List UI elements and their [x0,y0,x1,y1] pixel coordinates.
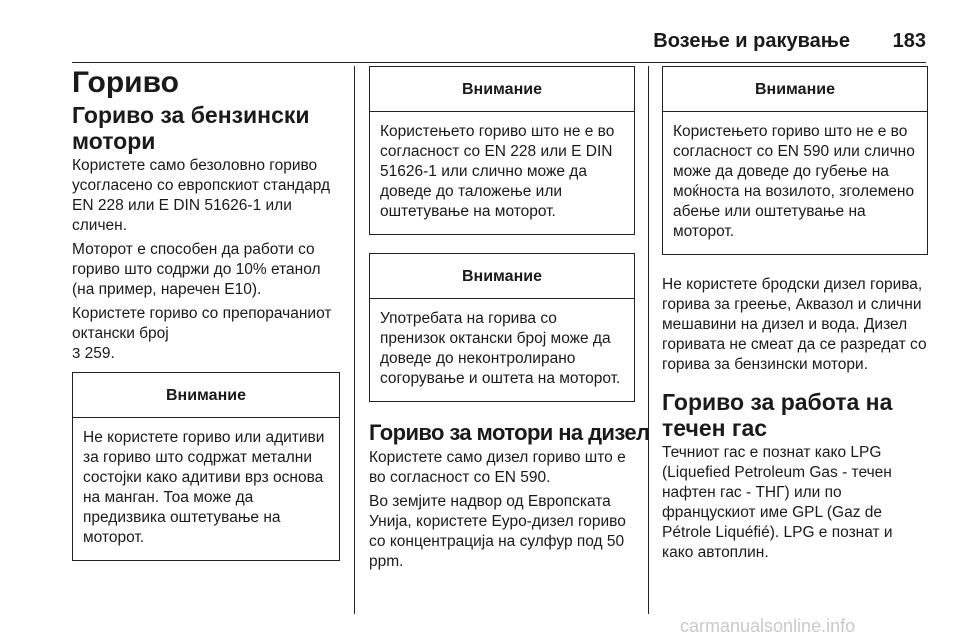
page-header [72,28,926,63]
column-3 [662,66,928,567]
column-2 [369,66,650,576]
warning-box [72,372,340,561]
column-divider [648,66,649,614]
warning-text: Употребата на горива со пренизок октански број може да доведе до неконтролирано согорување и оштета на моторот. [380,310,621,387]
page-number: 183 [892,30,926,52]
warning-box [369,66,635,235]
paragraph: Користете само дизел гориво што е во согласност со EN 590. [369,449,626,486]
paragraph-text: Користете гориво со препорачаниот октански број [72,305,332,342]
warning-text: Не користете гориво или адитиви за гориво што содржат метални состојки како адитиви врз основа на манган. Тоа може да предизвика оштетување на моторот. [83,429,325,546]
warning-title: Внимание [73,373,339,418]
watermark: carmanualsonline.info [680,616,856,636]
warning-text: Користењето гориво што не е во согласност со EN 590 или слично може да доведе до губење на моќноста на возилото, зголемено абење или оштетување на моторот. [673,123,915,240]
warning-title: Внимание [370,254,634,299]
paragraph [72,304,340,364]
header-title: Возење и ракување [653,30,850,52]
page-ref-arrow-icon: 3 [72,345,81,362]
subsection-title: Гориво за мотори на дизел [369,420,650,445]
paragraph: Не користете бродски дизел горива, горива за греење, Аквазол и слични мешавини на дизел и вода. Дизел горивата не смеат да се разредат со горива за бензински мотори. [662,276,927,373]
column-1 [72,66,340,573]
page-reference[interactable]: 259. [80,345,115,362]
paragraph: Во земјите надвор од Европската Унија, користете Еуро-дизел гориво со концентрација на сулфур под 50 ppm. [369,493,626,570]
subsection-title: Гориво за бензински мотори [72,102,310,154]
warning-title: Внимание [370,67,634,112]
paragraph: Течниот гас е познат како LPG (Liquefied Petroleum Gas - течен нафтен гас - ТНГ) или по францускиот име GPL (Gaz de Pétrole Liquéfié). LPG е познат и како автоплин. [662,444,893,561]
warning-title: Внимание [663,67,927,112]
warning-box [369,253,635,402]
paragraph: Користете само безоловно гориво усогласено со европскиот стандард EN 228 или E DIN 51626-1 или сличен. [72,157,330,234]
subsection-title: Гориво за работа на течен гас [662,389,893,441]
paragraph: Моторот е способен да работи со гориво што содржи до 10% етанол (на пример, наречен E10). [72,241,321,298]
warning-box [662,66,928,255]
column-divider [354,66,355,614]
warning-text: Користењето гориво што не е во согласност со EN 228 или E DIN 51626-1 или слично може да доведе до таложење или оштетување на моторот. [380,123,615,220]
section-title: Гориво [72,66,179,99]
